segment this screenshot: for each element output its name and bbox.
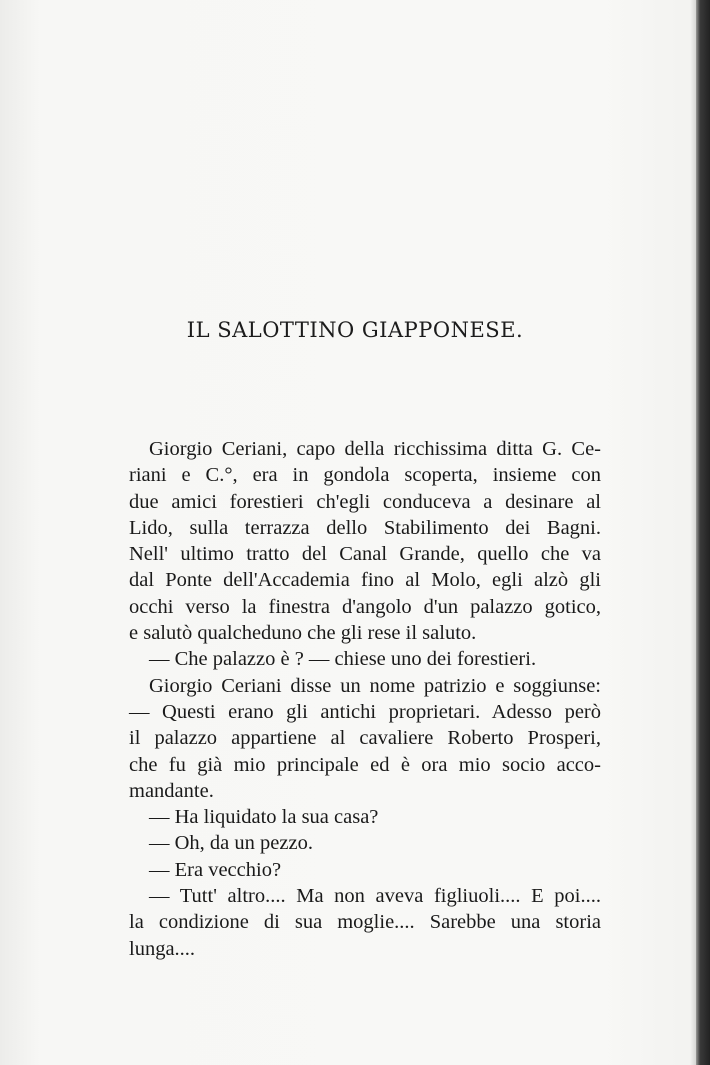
book-spine-edge — [696, 0, 710, 1065]
text-line: — Oh, da un pezzo. — [149, 832, 313, 855]
text-line: mandante. — [129, 779, 214, 802]
text-line: — Tutt' altro.... Ma non aveva figliuoli.... E poi.... — [149, 885, 601, 908]
text-line: occhi verso la finestra d'angolo d'un palazzo gotico, — [129, 595, 601, 618]
text-line: lunga.... — [129, 937, 196, 960]
text-line: Giorgio Ceriani disse un nome patrizio e soggiunse: — [149, 674, 601, 697]
body-text — [129, 436, 601, 962]
chapter-title: IL SALOTTINO GIAPPONESE. — [186, 318, 524, 342]
text-line: dal Ponte dell'Accademia fino al Molo, egli alzò gli — [129, 569, 601, 592]
text-line: la condizione di sua moglie.... Sarebbe una storia — [129, 911, 601, 934]
text-line: Nell' ultimo tratto del Canal Grande, quello che va — [129, 543, 601, 566]
text-line: — Era vecchio? — [149, 858, 282, 881]
text-line: Giorgio Ceriani, capo della ricchissima ditta G. Ce- — [149, 438, 601, 460]
text-line: — Che palazzo è ? — chiese uno dei forestieri. — [149, 648, 537, 671]
text-line: riani e C.°, era in gondola scoperta, insieme con — [129, 464, 601, 487]
text-line: due amici forestieri ch'egli conduceva a desinare al — [129, 490, 601, 513]
text-line: Lido, sulla terrazza dello Stabilimento dei Bagni. — [129, 516, 601, 539]
text-line: che fu già mio principale ed è ora mio socio acco- — [129, 753, 601, 776]
text-line: e salutò qualcheduno che gli rese il saluto. — [129, 622, 477, 645]
text-line: il palazzo appartiene al cavaliere Roberto Prosperi, — [129, 727, 601, 750]
text-line: — Questi erano gli antichi proprietari. Adesso però — [129, 700, 601, 723]
text-line: — Ha liquidato la sua casa? — [149, 806, 379, 829]
